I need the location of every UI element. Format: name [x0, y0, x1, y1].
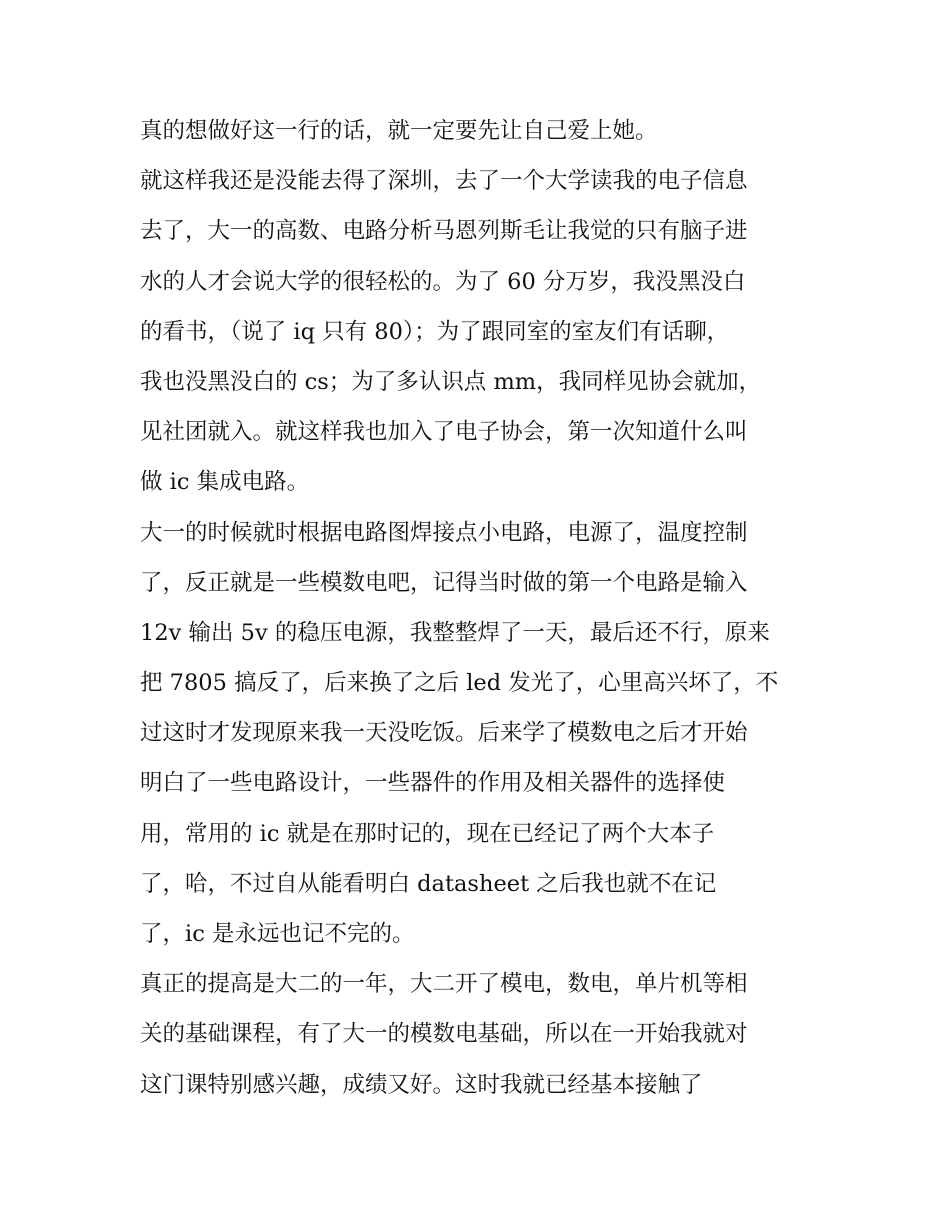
- text-line: 大一的时候就时根据电路图焊接点小电路，电源了，温度控制: [140, 519, 748, 546]
- text-line: 过这时才发现原来我一天没吃饭。后来学了模数电之后才开始: [140, 720, 748, 747]
- text-line: 真的想做好这一行的话，就一定要先让自己爱上她。: [140, 118, 658, 144]
- text-line: 把 7805 搞反了，后来换了之后 led 发光了，心里高兴坏了，不: [140, 670, 779, 697]
- text-line: 关的基础课程，有了大一的模数电基础，所以在一开始我就对: [140, 1021, 748, 1048]
- text-line: 了，哈，不过自从能看明白 datasheet 之后我也就不在记: [140, 870, 717, 897]
- text-line: 明白了一些电路设计，一些器件的作用及相关器件的选择使: [140, 770, 726, 797]
- text-line: 我也没黑没白的 cs；为了多认识点 mm，我同样见协会就加，: [140, 368, 762, 395]
- text-line: 12v 输出 5v 的稳压电源，我整整焊了一天，最后还不行，原来: [140, 619, 770, 646]
- text-line: 这门课特别感兴趣，成绩又好。这时我就已经基本接触了: [140, 1071, 703, 1098]
- text-line: 去了，大一的高数、电路分析马恩列斯毛让我觉的只有脑子进: [140, 218, 748, 245]
- text-line: 用，常用的 ic 就是在那时记的，现在已经记了两个大本子: [140, 820, 715, 847]
- text-line: 就这样我还是没能去得了深圳，去了一个大学读我的电子信息: [140, 168, 748, 195]
- body-text: [140, 106, 820, 1110]
- text-line: 了，反正就是一些模数电吧，记得当时做的第一个电路是输入: [140, 569, 748, 596]
- text-line: 做 ic 集成电路。: [140, 469, 310, 496]
- text-line: 了，ic 是永远也记不完的。: [140, 921, 415, 947]
- text-line: 的看书，（说了 iq 只有 80）；为了跟同室的室友们有话聊，: [140, 318, 730, 345]
- text-line: 真正的提高是大二的一年，大二开了模电，数电，单片机等相: [140, 971, 748, 998]
- text-line: 见社团就入。就这样我也加入了电子协会，第一次知道什么叫: [140, 419, 748, 446]
- text-line: 水的人才会说大学的很轻松的。为了 60 分万岁，我没黑没白: [140, 268, 746, 295]
